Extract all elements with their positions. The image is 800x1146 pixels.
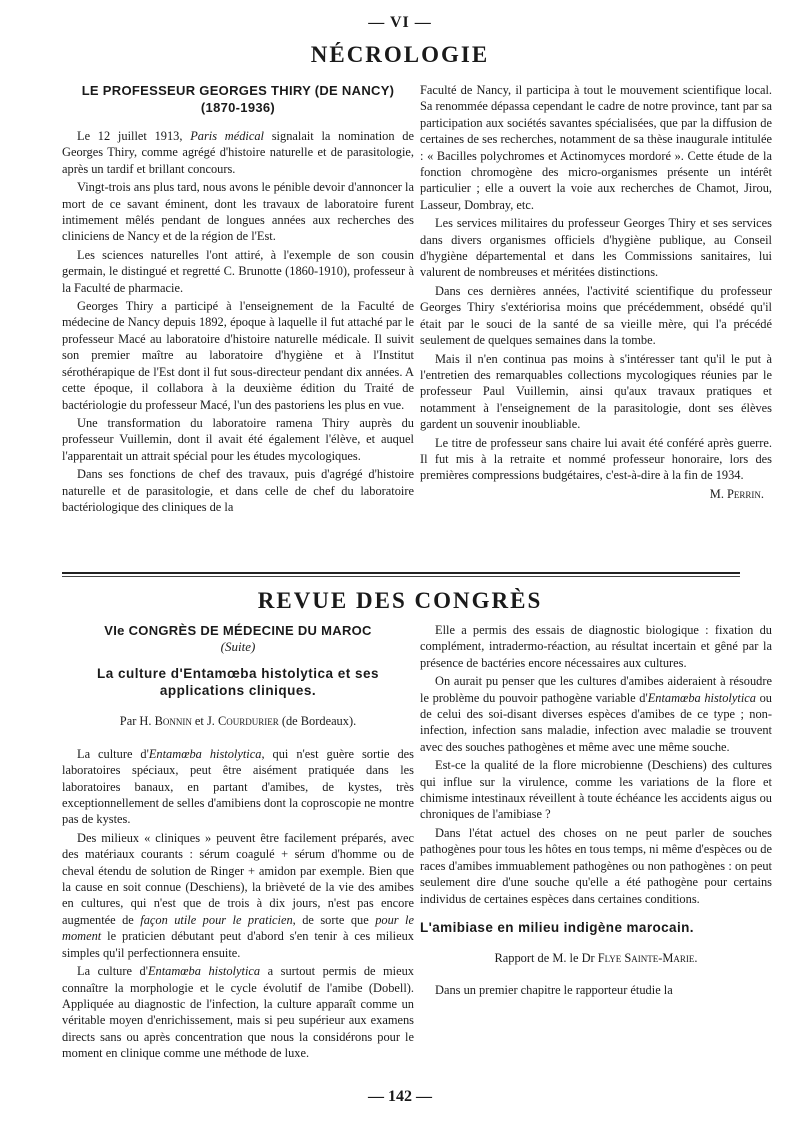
obituary-paragraph: Dans ses fonctions de chef des travaux, puis d'agrégé d'histoire naturelle et de parasitologie, et dans celle de chef du laboratoire bactériologique des cliniques de la — [62, 467, 414, 514]
article-paragraph: Dans l'état actuel des choses on ne peut parler de souches pathogènes pour tous les hôtes en tous temps, ni même d'espèces ou de races d'amibes immuablement pathogènes ou non pathogènes : on peut seulement dire d'une souche qu'elle a été pathogène pour certains individus de certaines espèces dans certaines conditions. — [420, 825, 772, 906]
obituary-paragraph: Une transformation du laboratoire ramena Thiry auprès du professeur Vuillemin, dont il avait été également l'élève, et auquel l'apparentait un attrait spécial pour les études mycologiques. — [62, 415, 414, 463]
article-paragraph: La culture d'Entamœba histolytica a surtout permis de mieux connaître la morphologie et le cycle évolutif de l'amibe (Dobell). Appliquée au diagnostic de l'infection, la culture apparaît comme un véritable moyen d'enrichissement, mais si peu supérieur aux examens directs sans ou après concentration que nous la considérons pour le moment en clinique comme une méthode de luxe. — [62, 964, 414, 1061]
necrologie-column-right — [420, 82, 772, 502]
page-header-number: — VI — — [368, 14, 432, 31]
article-paragraph: Est-ce la qualité de la flore microbienne (Deschiens) des cultures qui influe sur la virulence, comme les variations de la flore et chimisme intestinaux réveillent à toute échéance les accidents aigus ou chroniques de l'amibiase ? — [420, 758, 772, 822]
page-footer-number: — 142 — — [368, 1088, 432, 1105]
section-divider-thin — [62, 576, 740, 577]
obituary-heading: LE PROFESSEUR GEORGES THIRY (DE NANCY) — [81, 83, 395, 98]
obituary-paragraph: Mais il n'en continua pas moins à s'intéresser tant qu'il le put à l'entretien des remarquables collections mycologiques réunies par le professeur Paul Vuillemin, ainsi qu'aux travaux pratiques et notamment à l'enseignement de la parasitologie, dont ses élèves gardent un souvenir inoubliable. — [420, 351, 772, 432]
revue-column-right — [420, 622, 772, 1001]
obituary-paragraph: Les services militaires du professeur Georges Thiry et ses services dans divers organismes officiels d'hygiène publique, au Conseil d'hygiène départemental et dans les Commissions sanitaires, lui valurent de nombreuses et méritées distinctions. — [420, 216, 772, 280]
article-paragraph: On aurait pu penser que les cultures d'amibes aideraient à résoudre le problème du pouvoir pathogène variable d'Entamœba histolytica ou de celui des soi-disant diverses espèces d'amibes de ce type ; non-infection, infection sans maladie, infection avec maladie se trouvent avec des souches pathogènes et même avec une même souche. — [420, 674, 772, 754]
obituary-signature: M. Perrin. — [709, 486, 764, 501]
article-paragraph: La culture d'Entamœba histolytica, qui n'est guère sortie des laboratoires spéciaux, peut être aisément pratiquée dans les laboratoires banaux, en partant d'amibes, de kystes, très exceptionnellement de selles d'amibiens dont la coproscopie ne montre pas de kystes. — [62, 746, 414, 827]
article-heading-2: L'amibiase en milieu indigène marocain. — [420, 919, 694, 935]
article-paragraph: Dans un premier chapitre le rapporteur étudie la — [435, 983, 673, 998]
obituary-paragraph: Georges Thiry a participé à l'enseignement de la Faculté de médecine de Nancy depuis 1892, époque à laquelle il fut attaché par le professeur Macé au laboratoire d'histoire naturelle médicale. Il suivit son premier maître au laboratoire d'hygiène et à l'Institut sérothérapique de l'Est dont il fut sous-directeur pendant dix années. A cette époque, il collabora à la deuxième édition du Traité de bactériologie du professeur Macé, l'un des pastoriens les plus en vue. — [62, 299, 414, 412]
obituary-paragraph: Le titre de professeur sans chaire lui avait été conféré après guerre. Il fut mis à la retraite et nommé professeur honoraire, lors des premières compressions budgétaires, c'est-à-dire à la fin de 1934. — [420, 435, 772, 483]
section-divider — [62, 572, 740, 574]
necrologie-section-title: NÉCROLOGIE — [310, 42, 490, 67]
article-authors: Par H. Bonnin et J. Courdurier (de Bordeaux). — [119, 714, 357, 729]
congress-heading: VIe CONGRÈS DE MÉDECINE DU MAROC — [104, 623, 372, 638]
obituary-paragraph: Faculté de Nancy, il participa à tout le mouvement scientifique local. Sa renommée dépassa cependant le cadre de notre province, tant par sa participation aux sociétés savantes spécialisées, que par la diffusion de certaines de ses recherches, notamment de sa thèse inaugurale intitulée : « Bacilles polychromes et Actinomyces mordoré ». Cette étude de la fonction chromogène des micro-organismes présente un intérêt particulier ; elle a ouvert la voie aux recherches de Chamot, Jirou, Lasseur, Dombray, etc. — [420, 83, 772, 212]
obituary-signature-line — [420, 486, 772, 502]
article-heading: La culture d'Entamœba histolytica et ses applications cliniques. — [96, 666, 380, 699]
obituary-dates: (1870-1936) — [200, 100, 276, 115]
article-paragraph: Elle a permis des essais de diagnostic biologique : fixation du complément, intradermo-réaction, au résultat incertain et gêné par la présence de bactéries encore nécessaires aux cultures. — [420, 623, 772, 670]
necrologie-column-left — [62, 82, 414, 517]
revue-section-title: REVUE DES CONGRÈS — [257, 588, 543, 613]
obituary-paragraph: Dans ces dernières années, l'activité scientifique du professeur Georges Thiry s'extériorisa moins que précédemment, obsédé qu'il était par le souci de la santé de sa vieille mère, qui l'a précédé seulement de quelques semaines dans la tombe. — [420, 283, 772, 348]
report-byline: Rapport de M. le Dr Flye Sainte-Marie. — [494, 950, 698, 965]
obituary-paragraph: Vingt-trois ans plus tard, nous avons le pénible devoir d'annoncer la mort de ce savant éminent, dont les travaux de laboratoire furent intimement mêlés pendant de longues années aux recherches des cliniciens de Nancy et de la région de l'Est. — [62, 180, 414, 244]
journal-name: Paris médical — [190, 129, 264, 143]
obituary-paragraph: Les sciences naturelles l'ont attiré, à l'exemple de son cousin germain, le distingué et regretté C. Brunotte (1860-1910), professeur à la Faculté de pharmacie. — [62, 247, 414, 295]
revue-column-left — [62, 622, 414, 1064]
obituary-paragraph: Le 12 juillet 1913, Paris médical signalait la nomination de Georges Thiry, comme agrégé d'histoire naturelle et de parasitologie, après un tardif et brillant concours. — [62, 129, 414, 176]
article-paragraph: Des milieux « cliniques » peuvent être facilement préparés, avec des matériaux courants : sérum coagulé + sérum d'homme ou de cheval étendu de solution de Ringer + amidon par exemple. Bien que la cause en soit connue (Deschiens), la brièveté de la vie des amibes en cultures, qui n'est que de trois à dix jours, n'est pas encore augmentée de façon utile pour le praticien, de sorte que pour le moment le praticien débutant peut d'abord s'en tenir à ces milieux simples qu'il perfectionnera ensuite. — [62, 830, 414, 960]
congress-suite: (Suite) — [220, 639, 256, 654]
